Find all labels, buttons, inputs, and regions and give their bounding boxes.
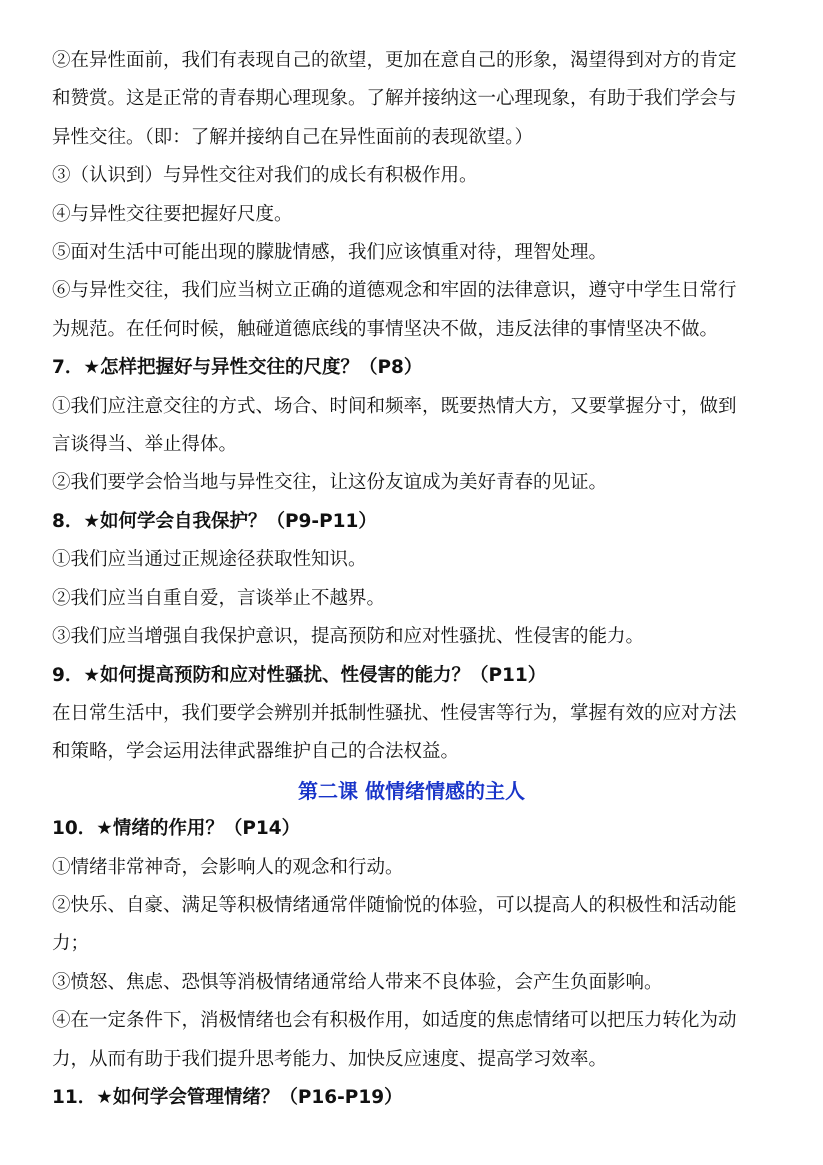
text-line: ④在一定条件下，消极情绪也会有积极作用，如适度的焦虑情绪可以把压力转化为动: [52, 1010, 737, 1032]
question-heading-7: 7．★怎样把握好与异性交往的尺度？（P8）: [52, 357, 423, 379]
text-line: ②快乐、自豪、满足等积极情绪通常伴随愉悦的体验，可以提高人的积极性和活动能: [52, 894, 737, 916]
text-line: 和赞赏。这是正常的青春期心理现象。了解并接纳这一心理现象，有助于我们学会与: [52, 88, 737, 110]
text-line: ③（认识到）与异性交往对我们的成长有积极作用。: [52, 165, 478, 187]
text-line: ②我们应当自重自爱，言谈举止不越界。: [52, 587, 386, 609]
text-line: 在日常生活中，我们要学会辨别并抵制性骚扰、性侵害等行为，掌握有效的应对方法: [52, 702, 737, 724]
text-line: ①我们应当通过正规途径获取性知识。: [52, 549, 367, 571]
text-line: 言谈得当、举止得体。: [52, 434, 238, 456]
question-heading-8: 8．★如何学会自我保护？（P9-P11）: [52, 510, 377, 532]
text-line: ②在异性面前，我们有表现自己的欲望，更加在意自己的形象，渴望得到对方的肯定: [52, 50, 737, 71]
text-line: ①我们应注意交往的方式、场合、时间和频率，既要热情大方，又要掌握分寸，做到: [52, 395, 737, 417]
text-line: 和策略，学会运用法律武器维护自己的合法权益。: [52, 741, 460, 763]
text-line: ①情绪非常神奇，会影响人的观念和行动。: [52, 856, 404, 878]
question-heading-9: 9．★如何提高预防和应对性骚扰、性侵害的能力？（P11）: [52, 664, 547, 686]
lesson-title: 第二课 做情绪情感的主人: [298, 778, 525, 803]
text-line: 力，从而有助于我们提升思考能力、加快反应速度、提高学习效率。: [52, 1048, 608, 1070]
text-line: ③我们应当增强自我保护意识，提高预防和应对性骚扰、性侵害的能力。: [52, 626, 645, 648]
text-line: 异性交往。（即：了解并接纳自己在异性面前的表现欲望。）: [52, 126, 534, 148]
text-line: 为规范。在任何时候，触碰道德底线的事情坚决不做，违反法律的事情坚决不做。: [52, 318, 719, 340]
text-line: ④与异性交往要把握好尺度。: [52, 203, 293, 225]
question-heading-10: 10．★情绪的作用？（P14）: [52, 818, 301, 840]
question-heading-11: 11．★如何学会管理情绪？（P16-P19）: [52, 1086, 403, 1108]
text-line: ③愤怒、焦虑、恐惧等消极情绪通常给人带来不良体验，会产生负面影响。: [52, 971, 663, 993]
text-line: ②我们要学会恰当地与异性交往，让这份友谊成为美好青春的见证。: [52, 472, 608, 494]
text-line: ⑤面对生活中可能出现的朦胧情感，我们应该慎重对待，理智处理。: [52, 242, 608, 264]
text-line: ⑥与异性交往，我们应当树立正确的道德观念和牢固的法律意识，遵守中学生日常行: [52, 280, 737, 302]
text-line: 力；: [52, 933, 90, 955]
